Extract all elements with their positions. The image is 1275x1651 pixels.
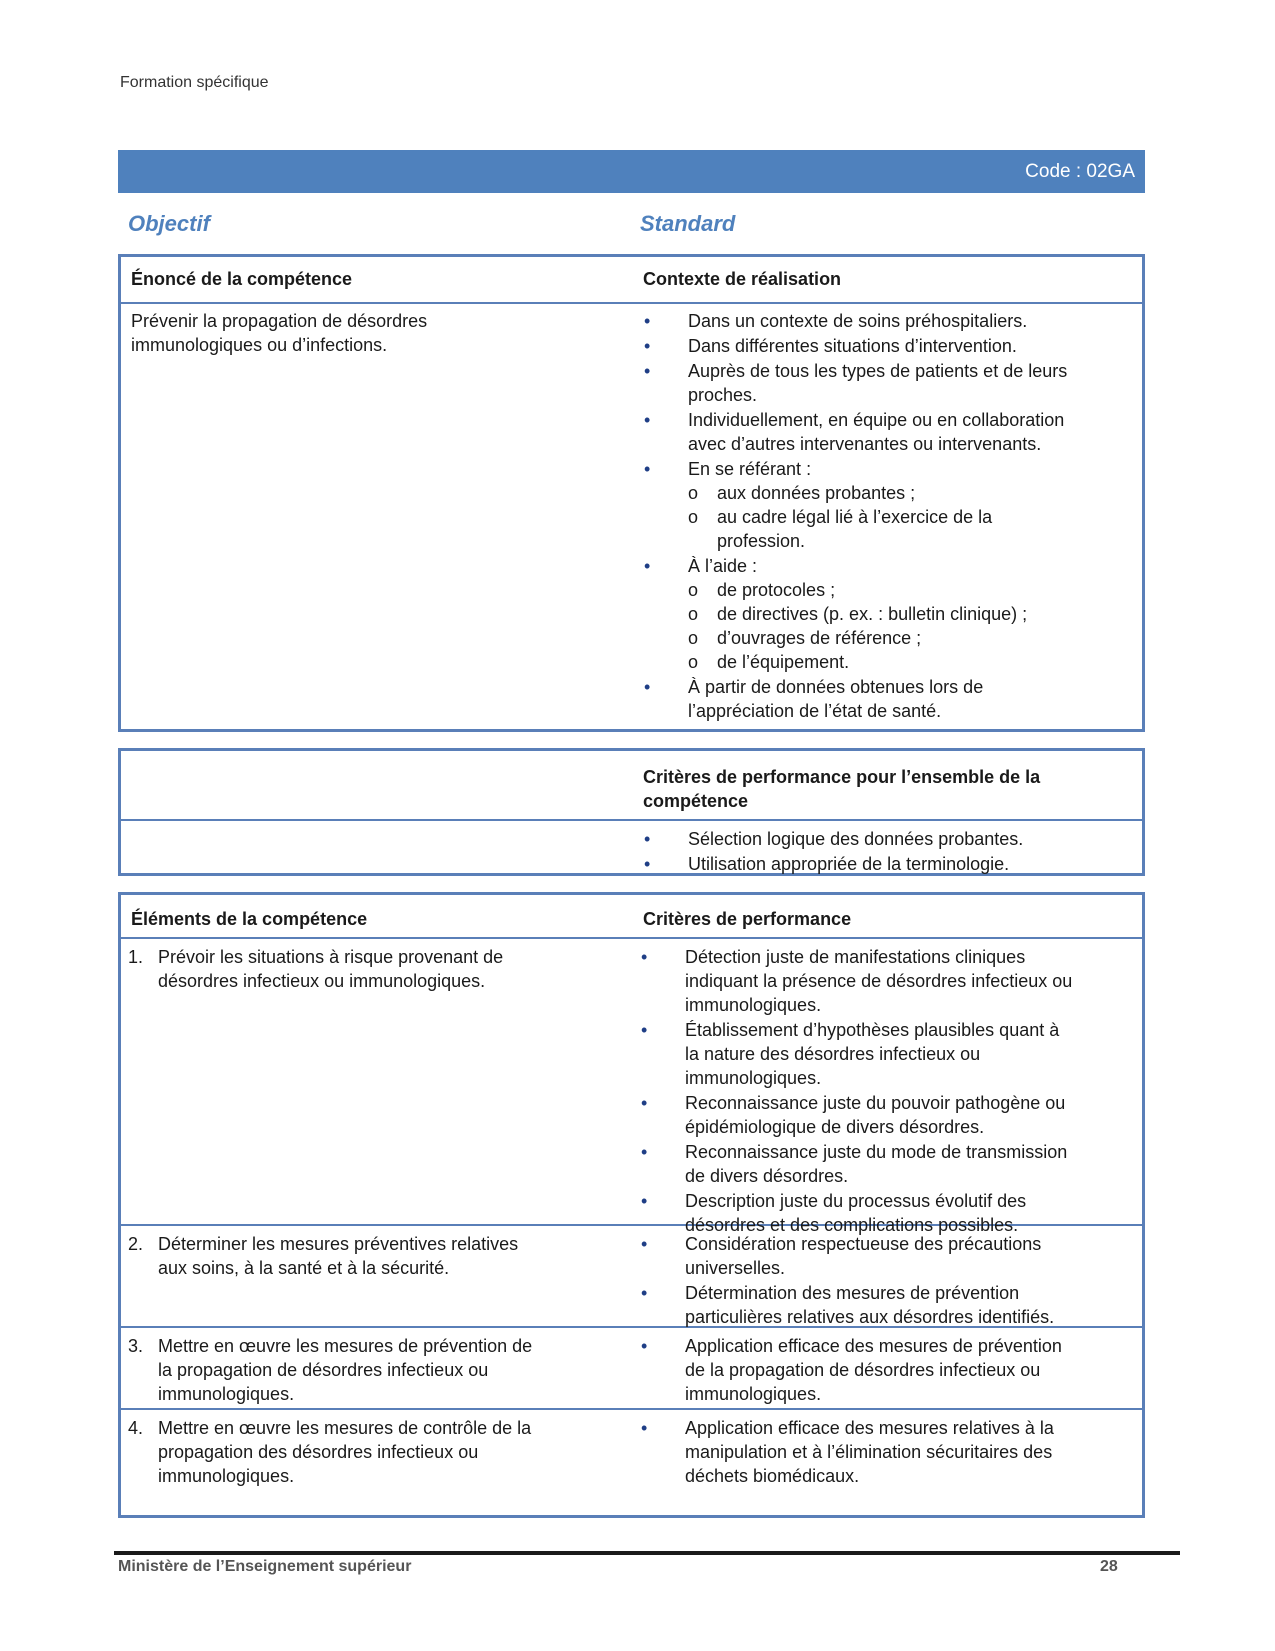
list-item (643, 457, 1133, 553)
element-text (128, 945, 598, 993)
list-item (640, 1189, 1130, 1237)
list-item (643, 408, 1133, 456)
list-item (643, 554, 1133, 674)
element-number: 3. (128, 1336, 144, 1356)
item-line: immunologiques. (685, 1068, 822, 1088)
element-number: 2. (128, 1234, 144, 1254)
criteria-list (640, 1416, 1130, 1489)
criteria-list (640, 1334, 1130, 1407)
element-line: Mettre en œuvre les mesures de prévention de (158, 1336, 533, 1356)
item-line: Description juste du processus évolutif des (685, 1191, 1027, 1211)
list-item (640, 1140, 1130, 1188)
item-line: la nature des désordres infectieux ou (685, 1044, 981, 1064)
item-line: de divers désordres. (685, 1166, 849, 1186)
element-line: désordres infectieux ou immunologiques. (158, 971, 486, 991)
bullet-icon: • (641, 1418, 648, 1438)
bullet-icon: • (641, 1093, 648, 1113)
element-line: propagation des désordres infectieux ou (158, 1442, 479, 1462)
item-line: Individuellement, en équipe ou en collaboration (688, 410, 1065, 430)
sub-list-item (688, 481, 1133, 505)
global-criteria-header (643, 765, 1040, 813)
context-list (643, 309, 1133, 724)
bullet-icon: • (641, 1234, 648, 1254)
bullet-icon: • (644, 459, 651, 479)
list-item (643, 827, 1133, 851)
sub-item-line: d’ouvrages de référence ; (717, 628, 922, 648)
item-line: Détection juste de manifestations cliniques (685, 947, 1026, 967)
bullet-icon: • (641, 1191, 648, 1211)
bullet-icon: • (641, 947, 648, 967)
sub-bullet-icon: o (688, 604, 699, 624)
bullet-icon: • (644, 854, 651, 874)
code-label: Code : 02GA (1025, 161, 1135, 182)
sub-list (688, 578, 1133, 674)
list-item (643, 852, 1133, 876)
sub-list (688, 481, 1133, 553)
item-line: Reconnaissance juste du mode de transmission (685, 1142, 1068, 1162)
sub-item-line: de l’équipement. (717, 652, 850, 672)
sub-item-line: aux données probantes ; (717, 483, 916, 503)
item-line: À partir de données obtenues lors de (688, 677, 984, 697)
element-line: Déterminer les mesures préventives relatives (158, 1234, 519, 1254)
standard-label: Standard (640, 211, 736, 236)
sub-list-item (688, 602, 1133, 626)
element-line: Prévoir les situations à risque provenant de (158, 947, 504, 967)
row-divider (121, 937, 1142, 939)
element-item (128, 945, 598, 993)
bullet-icon: • (641, 1336, 648, 1356)
enonce-text (131, 309, 621, 357)
objectif-label: Objectif (128, 211, 210, 236)
competence-box (118, 254, 1145, 732)
list-item (640, 1416, 1130, 1488)
item-line: Dans un contexte de soins préhospitaliers. (688, 311, 1028, 331)
page-number: 28 (1100, 1558, 1118, 1575)
header-divider (121, 819, 1142, 821)
item-line: À l’aide : (688, 556, 758, 576)
item-line: Considération respectueuse des précautions (685, 1234, 1042, 1254)
bullet-icon: • (644, 410, 651, 430)
bullet-icon: • (644, 556, 651, 576)
bullet-icon: • (641, 1283, 648, 1303)
item-text: Sélection logique des données probantes. (688, 829, 1024, 849)
list-item (640, 1232, 1130, 1280)
global-criteria-header-line: Critères de performance pour l’ensemble de la (643, 767, 1041, 787)
sub-list-item (688, 578, 1133, 602)
sub-bullet-icon: o (688, 628, 699, 648)
sub-item-line: au cadre légal lié à l’exercice de la (717, 507, 993, 527)
sub-list-item (688, 505, 1133, 553)
element-line: immunologiques. (158, 1466, 295, 1486)
item-line: l’appréciation de l’état de santé. (688, 701, 942, 721)
item-line: universelles. (685, 1258, 786, 1278)
list-item (640, 1334, 1130, 1406)
criteres-header: Critères de performance (643, 909, 852, 929)
enonce-header: Énoncé de la compétence (131, 269, 353, 289)
bullet-icon: • (644, 311, 651, 331)
item-line: immunologiques. (685, 995, 822, 1015)
item-text: Utilisation appropriée de la terminologie. (688, 854, 1010, 874)
list-item (643, 675, 1133, 723)
footer-ministry: Ministère de l’Enseignement supérieur (118, 1558, 412, 1575)
list-item (640, 1281, 1130, 1329)
item-line: de la propagation de désordres infectieux ou (685, 1360, 1041, 1380)
element-line: aux soins, à la santé et à la sécurité. (158, 1258, 450, 1278)
item-line: Dans différentes situations d’intervention. (688, 336, 1017, 356)
list-item (643, 359, 1133, 407)
item-line: indiquant la présence de désordres infectieux ou (685, 971, 1073, 991)
item-line: Application efficace des mesures de prévention (685, 1336, 1062, 1356)
list-item (643, 309, 1133, 333)
element-item (128, 1416, 598, 1488)
element-text (128, 1416, 598, 1488)
list-item (643, 334, 1133, 358)
bullet-icon: • (644, 829, 651, 849)
sub-list-item (688, 626, 1133, 650)
item-line: proches. (688, 385, 758, 405)
sub-bullet-icon: o (688, 652, 699, 672)
item-line: avec d’autres intervenantes ou intervenants. (688, 434, 1042, 454)
page-header: Formation spécifique (120, 74, 269, 91)
element-line: la propagation de désordres infectieux ou (158, 1360, 489, 1380)
header-divider (121, 302, 1142, 304)
sub-list-item (688, 650, 1133, 674)
list-item (640, 1018, 1130, 1090)
bullet-icon: • (644, 336, 651, 356)
sub-item-line: de directives (p. ex. : bulletin clinique) ; (717, 604, 1028, 624)
code-bar (118, 150, 1145, 193)
global-criteria-list (643, 827, 1133, 877)
item-line: épidémiologique de divers désordres. (685, 1117, 985, 1137)
element-text (128, 1232, 598, 1280)
element-number: 4. (128, 1418, 144, 1438)
row-divider (121, 1408, 1142, 1410)
element-text (128, 1334, 598, 1406)
item-line: particulières relatives aux désordres identifiés. (685, 1307, 1055, 1327)
item-line: Application efficace des mesures relatives à la (685, 1418, 1054, 1438)
elements-header: Éléments de la compétence (131, 909, 368, 929)
list-item (640, 945, 1130, 1017)
item-line: Reconnaissance juste du pouvoir pathogène ou (685, 1093, 1066, 1113)
criteria-list (640, 945, 1130, 1238)
bullet-icon: • (641, 1142, 648, 1162)
list-item (640, 1091, 1130, 1139)
item-line: désordres et des complications possibles. (685, 1215, 1019, 1235)
item-line: Auprès de tous les types de patients et de leurs (688, 361, 1068, 381)
item-line: immunologiques. (685, 1384, 822, 1404)
element-line: immunologiques. (158, 1384, 295, 1404)
bullet-icon: • (641, 1020, 648, 1040)
enonce-line: Prévenir la propagation de désordres (131, 311, 428, 331)
criteria-list (640, 1232, 1130, 1330)
sub-item-line: profession. (717, 531, 806, 551)
global-criteria-box (118, 748, 1145, 876)
element-item (128, 1334, 598, 1406)
enonce-line: immunologiques ou d’infections. (131, 335, 388, 355)
item-line: manipulation et à l’élimination sécuritaires des (685, 1442, 1053, 1462)
footer-rule (114, 1551, 1180, 1555)
bullet-icon: • (644, 677, 651, 697)
sub-bullet-icon: o (688, 507, 699, 527)
sub-item-line: de protocoles ; (717, 580, 836, 600)
global-criteria-header-line: compétence (643, 791, 749, 811)
item-line: Détermination des mesures de prévention (685, 1283, 1020, 1303)
element-item (128, 1232, 598, 1280)
sub-bullet-icon: o (688, 483, 699, 503)
element-number: 1. (128, 947, 144, 967)
sub-bullet-icon: o (688, 580, 699, 600)
item-line: déchets biomédicaux. (685, 1466, 860, 1486)
element-line: Mettre en œuvre les mesures de contrôle de la (158, 1418, 532, 1438)
bullet-icon: • (644, 361, 651, 381)
item-line: Établissement d’hypothèses plausibles quant à (685, 1020, 1060, 1040)
contexte-header: Contexte de réalisation (643, 269, 842, 289)
item-line: En se référant : (688, 459, 812, 479)
